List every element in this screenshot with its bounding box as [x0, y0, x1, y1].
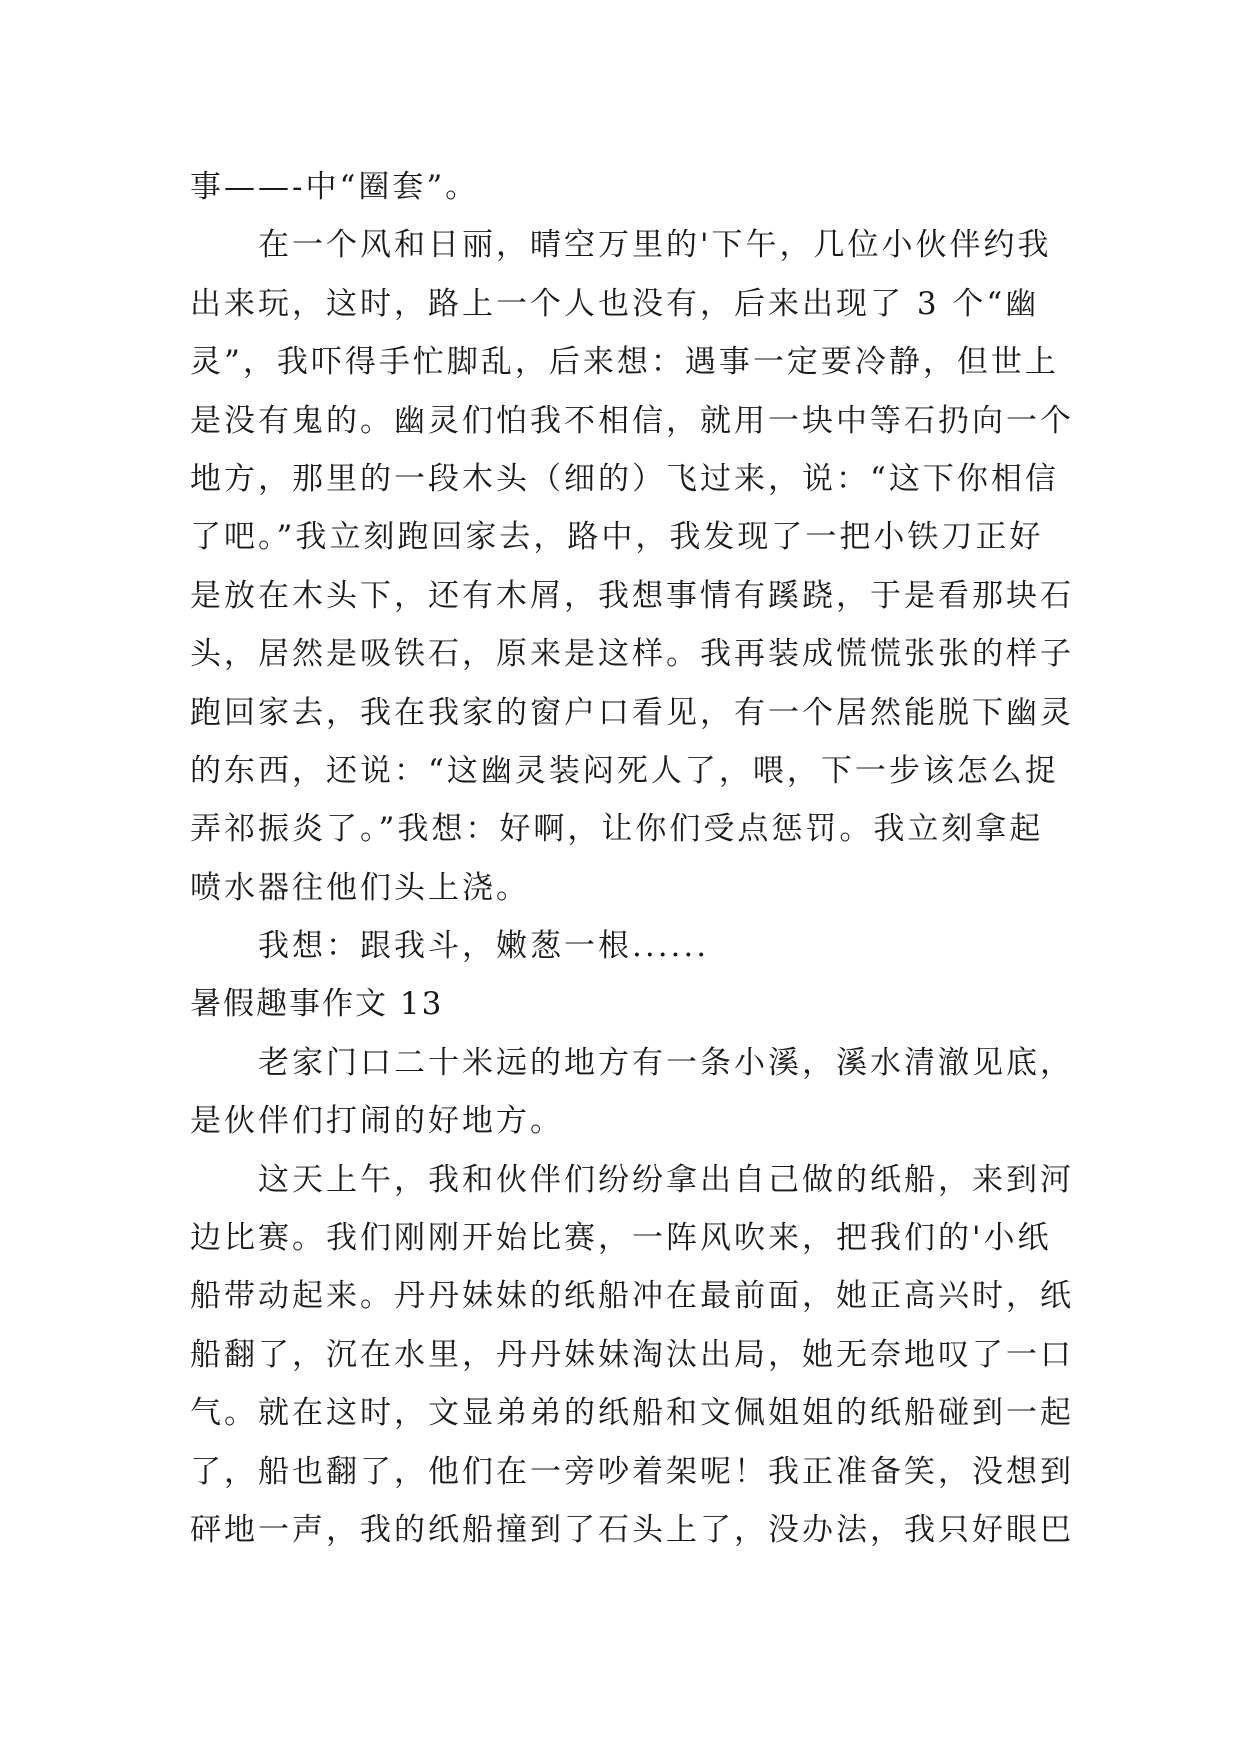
text-line: 船翻了，沉在水里，丹丹妹妹淘汰出局，她无奈地叹了一口: [190, 1336, 1074, 1373]
text-line: 头，居然是吸铁石，原来是这样。我再装成慌慌张张的样子: [190, 636, 1074, 673]
text-line: 是放在木头下，还有木屑，我想事情有蹊跷，于是看那块石: [190, 577, 1074, 614]
paragraph-start: 这天上午，我和伙伴们纷纷拿出自己做的纸船，来到河: [258, 1161, 1074, 1198]
paragraph-start: 老家门口二十米远的地方有一条小溪，溪水清澈见底，: [258, 1044, 1074, 1081]
text-line: 砰地一声，我的纸船撞到了石头上了，没办法，我只好眼巴: [190, 1511, 1074, 1548]
text-line: 的东西，还说：“这幽灵装闷死人了，喂，下一步该怎么捉: [190, 752, 1059, 789]
text-line: 边比赛。我们刚刚开始比赛，一阵风吹来，把我们的'小纸: [190, 1220, 1052, 1257]
text-line: 船带动起来。丹丹妹妹的纸船冲在最前面，她正高兴时，纸: [190, 1278, 1074, 1315]
text-line: 事——-中“圈套”。: [190, 169, 480, 205]
text-line: 是伙伴们打闹的好地方。: [190, 1103, 564, 1140]
text-line: 出来玩，这时，路上一个人也没有，后来出现了 3 个“幽: [190, 285, 1040, 322]
text-line: 弄祁振炎了。”我想：好啊，让你们受点惩罚。我立刻拿起: [190, 811, 1044, 848]
text-line: 灵”，我吓得手忙脚乱，后来想：遇事一定要冷静，但世上: [190, 344, 1059, 381]
text-line: 喷水器往他们头上浇。: [190, 869, 530, 906]
paragraph-start: 我想：跟我斗，嫩葱一根......: [258, 928, 710, 965]
essay-body: [190, 158, 1074, 1559]
text-line: 了，船也翻了，他们在一旁吵着架呢！我正准备笑，没想到: [190, 1453, 1074, 1490]
section-heading: 暑假趣事作文 13: [190, 986, 444, 1023]
text-line: 气。就在这时，文显弟弟的纸船和文佩姐姐的纸船碰到一起: [190, 1395, 1074, 1432]
text-line: 是没有鬼的。幽灵们怕我不相信，就用一块中等石扔向一个: [190, 402, 1074, 439]
text-line: 了吧。”我立刻跑回家去，路中，我发现了一把小铁刀正好: [190, 519, 1044, 556]
text-line: 地方，那里的一段木头（细的）飞过来，说：“这下你相信: [190, 460, 1059, 497]
text-line: 跑回家去，我在我家的窗户口看见，有一个居然能脱下幽灵: [190, 694, 1074, 731]
paragraph-start: 在一个风和日丽，晴空万里的'下午，几位小伙伴约我: [258, 227, 1052, 264]
